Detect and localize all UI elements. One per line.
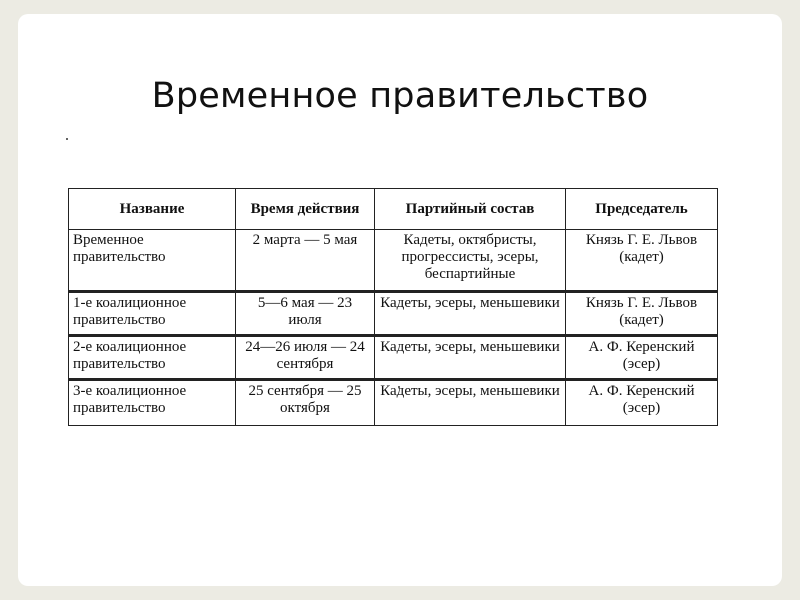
header-chair: Председатель	[566, 189, 718, 230]
cell-time: 25 сентября — 25 октября	[236, 380, 375, 426]
cell-time: 5—6 мая — 23 июля	[236, 292, 375, 336]
table-row	[69, 230, 718, 292]
cell-party: Кадеты, эсеры, меньшевики	[375, 380, 566, 426]
scan-speck	[66, 138, 68, 140]
cell-time: 2 марта — 5 мая	[236, 230, 375, 292]
header-time: Время действия	[236, 189, 375, 230]
governments-table	[68, 188, 718, 426]
table-row	[69, 336, 718, 380]
cell-time: 24—26 июля — 24 сентября	[236, 336, 375, 380]
cell-party: Кадеты, эсеры, меньшевики	[375, 292, 566, 336]
table-header-row	[69, 189, 718, 230]
header-party: Партийный состав	[375, 189, 566, 230]
header-name: Название	[69, 189, 236, 230]
cell-name: 3-е коалиционное правительство	[69, 380, 236, 426]
cell-party: Кадеты, октябристы, прогрессисты, эсеры, беспартийные	[375, 230, 566, 292]
cell-chair: А. Ф. Керенский (эсер)	[566, 336, 718, 380]
cell-party: Кадеты, эсеры, меньшевики	[375, 336, 566, 380]
cell-name: Временное правительство	[69, 230, 236, 292]
cell-name: 2-е коалиционное правительство	[69, 336, 236, 380]
slide-title: Временное правительство	[151, 76, 649, 116]
cell-name: 1-е коалиционное правительство	[69, 292, 236, 336]
table-row	[69, 292, 718, 336]
table-row	[69, 380, 718, 426]
cell-chair: Князь Г. Е. Львов (кадет)	[566, 230, 718, 292]
cell-chair: Князь Г. Е. Львов (кадет)	[566, 292, 718, 336]
cell-chair: А. Ф. Керенский (эсер)	[566, 380, 718, 426]
